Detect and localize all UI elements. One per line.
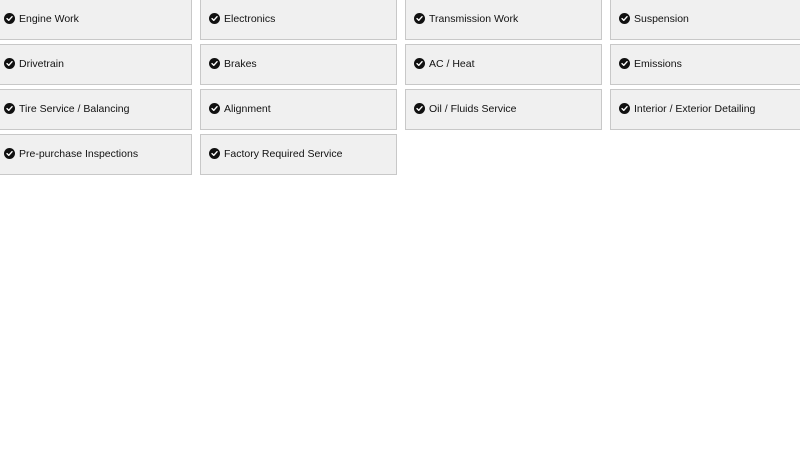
check-circle-icon <box>414 58 425 69</box>
service-label: Engine Work <box>19 13 79 26</box>
service-label: Tire Service / Balancing <box>19 103 130 116</box>
service-item-detailing <box>610 89 800 130</box>
service-item-pre-purchase-inspections <box>0 134 192 175</box>
check-circle-icon <box>209 13 220 24</box>
check-circle-icon <box>209 58 220 69</box>
check-circle-icon <box>414 13 425 24</box>
service-label: AC / Heat <box>429 58 475 71</box>
service-item-alignment <box>200 89 397 130</box>
check-circle-icon <box>619 58 630 69</box>
check-circle-icon <box>4 58 15 69</box>
service-label: Drivetrain <box>19 58 64 71</box>
service-item-ac-heat <box>405 44 602 85</box>
service-item-transmission-work <box>405 0 602 40</box>
service-label: Emissions <box>634 58 682 71</box>
service-item-factory-required-service <box>200 134 397 175</box>
service-label: Electronics <box>224 13 276 26</box>
check-circle-icon <box>414 103 425 114</box>
service-label: Brakes <box>224 58 257 71</box>
service-label: Oil / Fluids Service <box>429 103 517 116</box>
service-label: Interior / Exterior Detailing <box>634 103 756 116</box>
service-item-electronics <box>200 0 397 40</box>
service-item-tire-service <box>0 89 192 130</box>
check-circle-icon <box>209 148 220 159</box>
check-circle-icon <box>4 148 15 159</box>
service-label: Factory Required Service <box>224 148 343 161</box>
service-label: Pre-purchase Inspections <box>19 148 139 161</box>
check-circle-icon <box>209 103 220 114</box>
services-grid <box>0 0 800 175</box>
service-item-brakes <box>200 44 397 85</box>
service-label: Suspension <box>634 13 689 26</box>
check-circle-icon <box>619 103 630 114</box>
service-item-oil-fluids <box>405 89 602 130</box>
service-item-emissions <box>610 44 800 85</box>
service-label: Alignment <box>224 103 271 116</box>
check-circle-icon <box>4 103 15 114</box>
service-item-suspension <box>610 0 800 40</box>
service-label: Transmission Work <box>429 13 519 26</box>
check-circle-icon <box>619 13 630 24</box>
check-circle-icon <box>4 13 15 24</box>
service-item-drivetrain <box>0 44 192 85</box>
service-item-engine-work <box>0 0 192 40</box>
